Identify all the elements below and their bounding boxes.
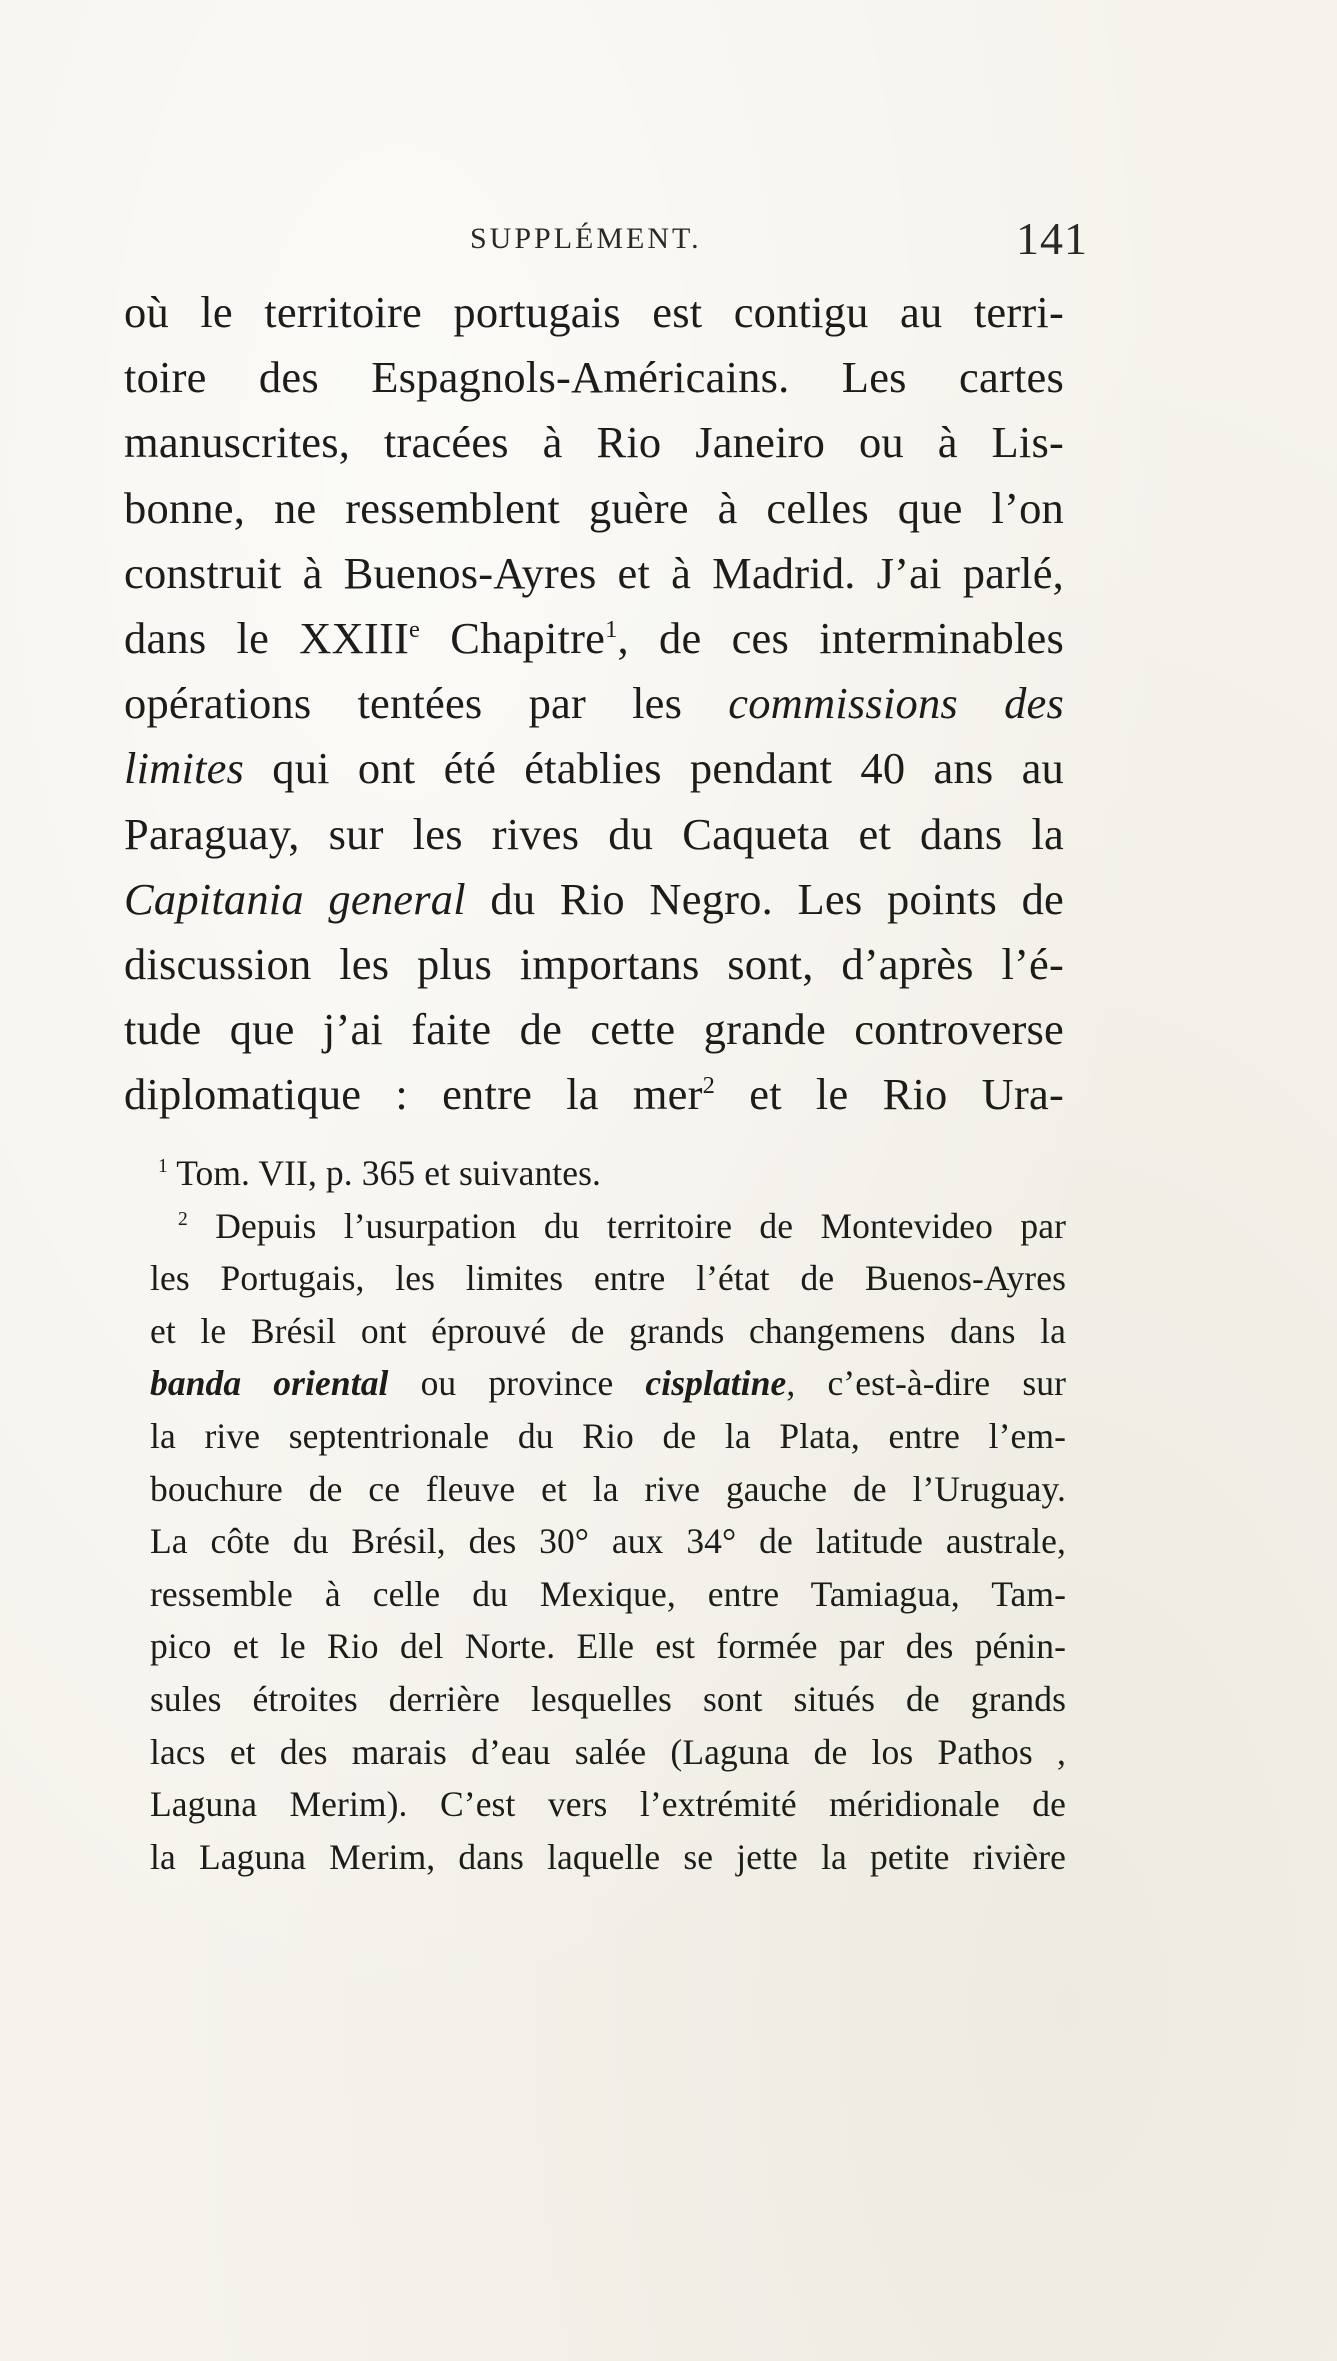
italic-text: cisplatine [645, 1363, 787, 1404]
text-line [124, 802, 1064, 867]
text-segment: opérations tentées par les [124, 678, 729, 729]
footnote-line [150, 1568, 1066, 1621]
footnote-line [150, 1410, 1066, 1463]
text-segment: Tom. VII, p. 365 et suivantes. [167, 1153, 602, 1193]
text-segment: ressemble à celle du Mexique, entre Tamiagua, Tam- [150, 1573, 1066, 1614]
text-segment: bonne, ne ressemblent guère à celles que l’on [124, 482, 1064, 533]
text-line [124, 476, 1064, 541]
superscript-mark: 1 [605, 616, 618, 644]
footnote-line [150, 1778, 1066, 1831]
footnote-2-start [150, 1200, 1066, 1253]
footnote-1 [150, 1147, 1066, 1200]
text-line [124, 867, 1064, 932]
footnote-line [150, 1357, 1066, 1410]
text-segment: du Rio Negro. Les points de [465, 873, 1064, 924]
text-segment: diplomatique : entre la mer [124, 1069, 703, 1120]
text-segment: , c’est-à-dire sur [786, 1363, 1066, 1404]
text-line [124, 997, 1064, 1062]
text-segment: manuscrites, tracées à Rio Janeiro ou à Lis- [124, 417, 1064, 468]
text-segment: et le Rio Ura- [715, 1069, 1064, 1120]
text-segment: construit à Buenos-Ayres et à Madrid. J’ai parlé, [124, 547, 1064, 598]
text-line [124, 736, 1064, 801]
text-segment: Laguna Merim). C’est vers l’extrémité méridionale de [150, 1784, 1066, 1825]
text-segment: ou province [388, 1363, 646, 1404]
text-segment: pico et le Rio del Norte. Elle est formée par des pénin- [150, 1626, 1066, 1667]
footnote-line [150, 1673, 1066, 1726]
text-segment: sules étroites derrière lesquelles sont situés de grands [150, 1678, 1066, 1719]
footnote-line [150, 1726, 1066, 1779]
page-header [470, 212, 1088, 268]
page-number: 141 [1016, 213, 1088, 264]
text-line [124, 410, 1064, 475]
text-line [124, 606, 1064, 671]
footnote-line [150, 1463, 1066, 1516]
italic-text: banda oriental [150, 1363, 389, 1404]
footnote-line [150, 1620, 1066, 1673]
text-line [124, 1062, 1064, 1127]
italic-text: limites [124, 743, 245, 794]
text-segment: Paraguay, sur les rives du Caqueta et dans la [124, 808, 1064, 859]
text-segment: où le territoire portugais est contigu au terri- [124, 287, 1064, 337]
text-segment: lacs et des marais d’eau salée (Laguna de los Pathos , [150, 1731, 1066, 1772]
superscript-mark: 1 [158, 1156, 168, 1178]
footnotes [150, 1147, 1066, 1883]
text-segment: dans le XXIII [124, 612, 409, 663]
superscript-mark: e [408, 616, 421, 644]
footnote-line [150, 1515, 1066, 1568]
superscript-mark: 2 [178, 1208, 188, 1230]
text-segment: qui ont été établies pendant 40 ans au [244, 743, 1064, 794]
text-line [124, 932, 1064, 997]
italic-text: Capitania general [124, 873, 466, 924]
text-segment: Chapitre [420, 612, 606, 663]
text-segment: et le Brésil ont éprouvé de grands changemens dans la [150, 1310, 1066, 1351]
text-segment: Depuis l’usurpation du territoire de Montevideo par [187, 1205, 1066, 1246]
italic-text: commissions des [728, 678, 1064, 729]
text-segment: , de ces interminables [617, 612, 1064, 663]
text-segment: les Portugais, les limites entre l’état de Buenos-Ayres [150, 1258, 1066, 1299]
text-line [124, 541, 1064, 606]
text-segment: la Laguna Merim, dans laquelle se jette la petite rivière [150, 1836, 1066, 1877]
footnote-line [150, 1252, 1066, 1305]
text-segment: discussion les plus importans sont, d’après l’é- [124, 938, 1064, 989]
footnote-line [150, 1831, 1066, 1884]
text-segment: bouchure de ce fleuve et la rive gauche de l’Uruguay. [150, 1468, 1066, 1509]
main-text [124, 280, 1064, 1127]
running-head: SUPPLÉMENT. [470, 222, 702, 255]
text-line [124, 671, 1064, 736]
text-segment: la rive septentrionale du Rio de la Plata, entre l’em- [150, 1415, 1066, 1456]
superscript-mark: 2 [702, 1072, 716, 1100]
text-segment: toire des Espagnols-Américains. Les cartes [124, 352, 1064, 403]
text-line [124, 345, 1064, 410]
text-segment: La côte du Brésil, des 30° aux 34° de latitude australe, [150, 1521, 1066, 1562]
text-line [124, 280, 1064, 345]
footnote-line [150, 1305, 1066, 1358]
text-segment: tude que j’ai faite de cette grande controverse [124, 1004, 1064, 1055]
